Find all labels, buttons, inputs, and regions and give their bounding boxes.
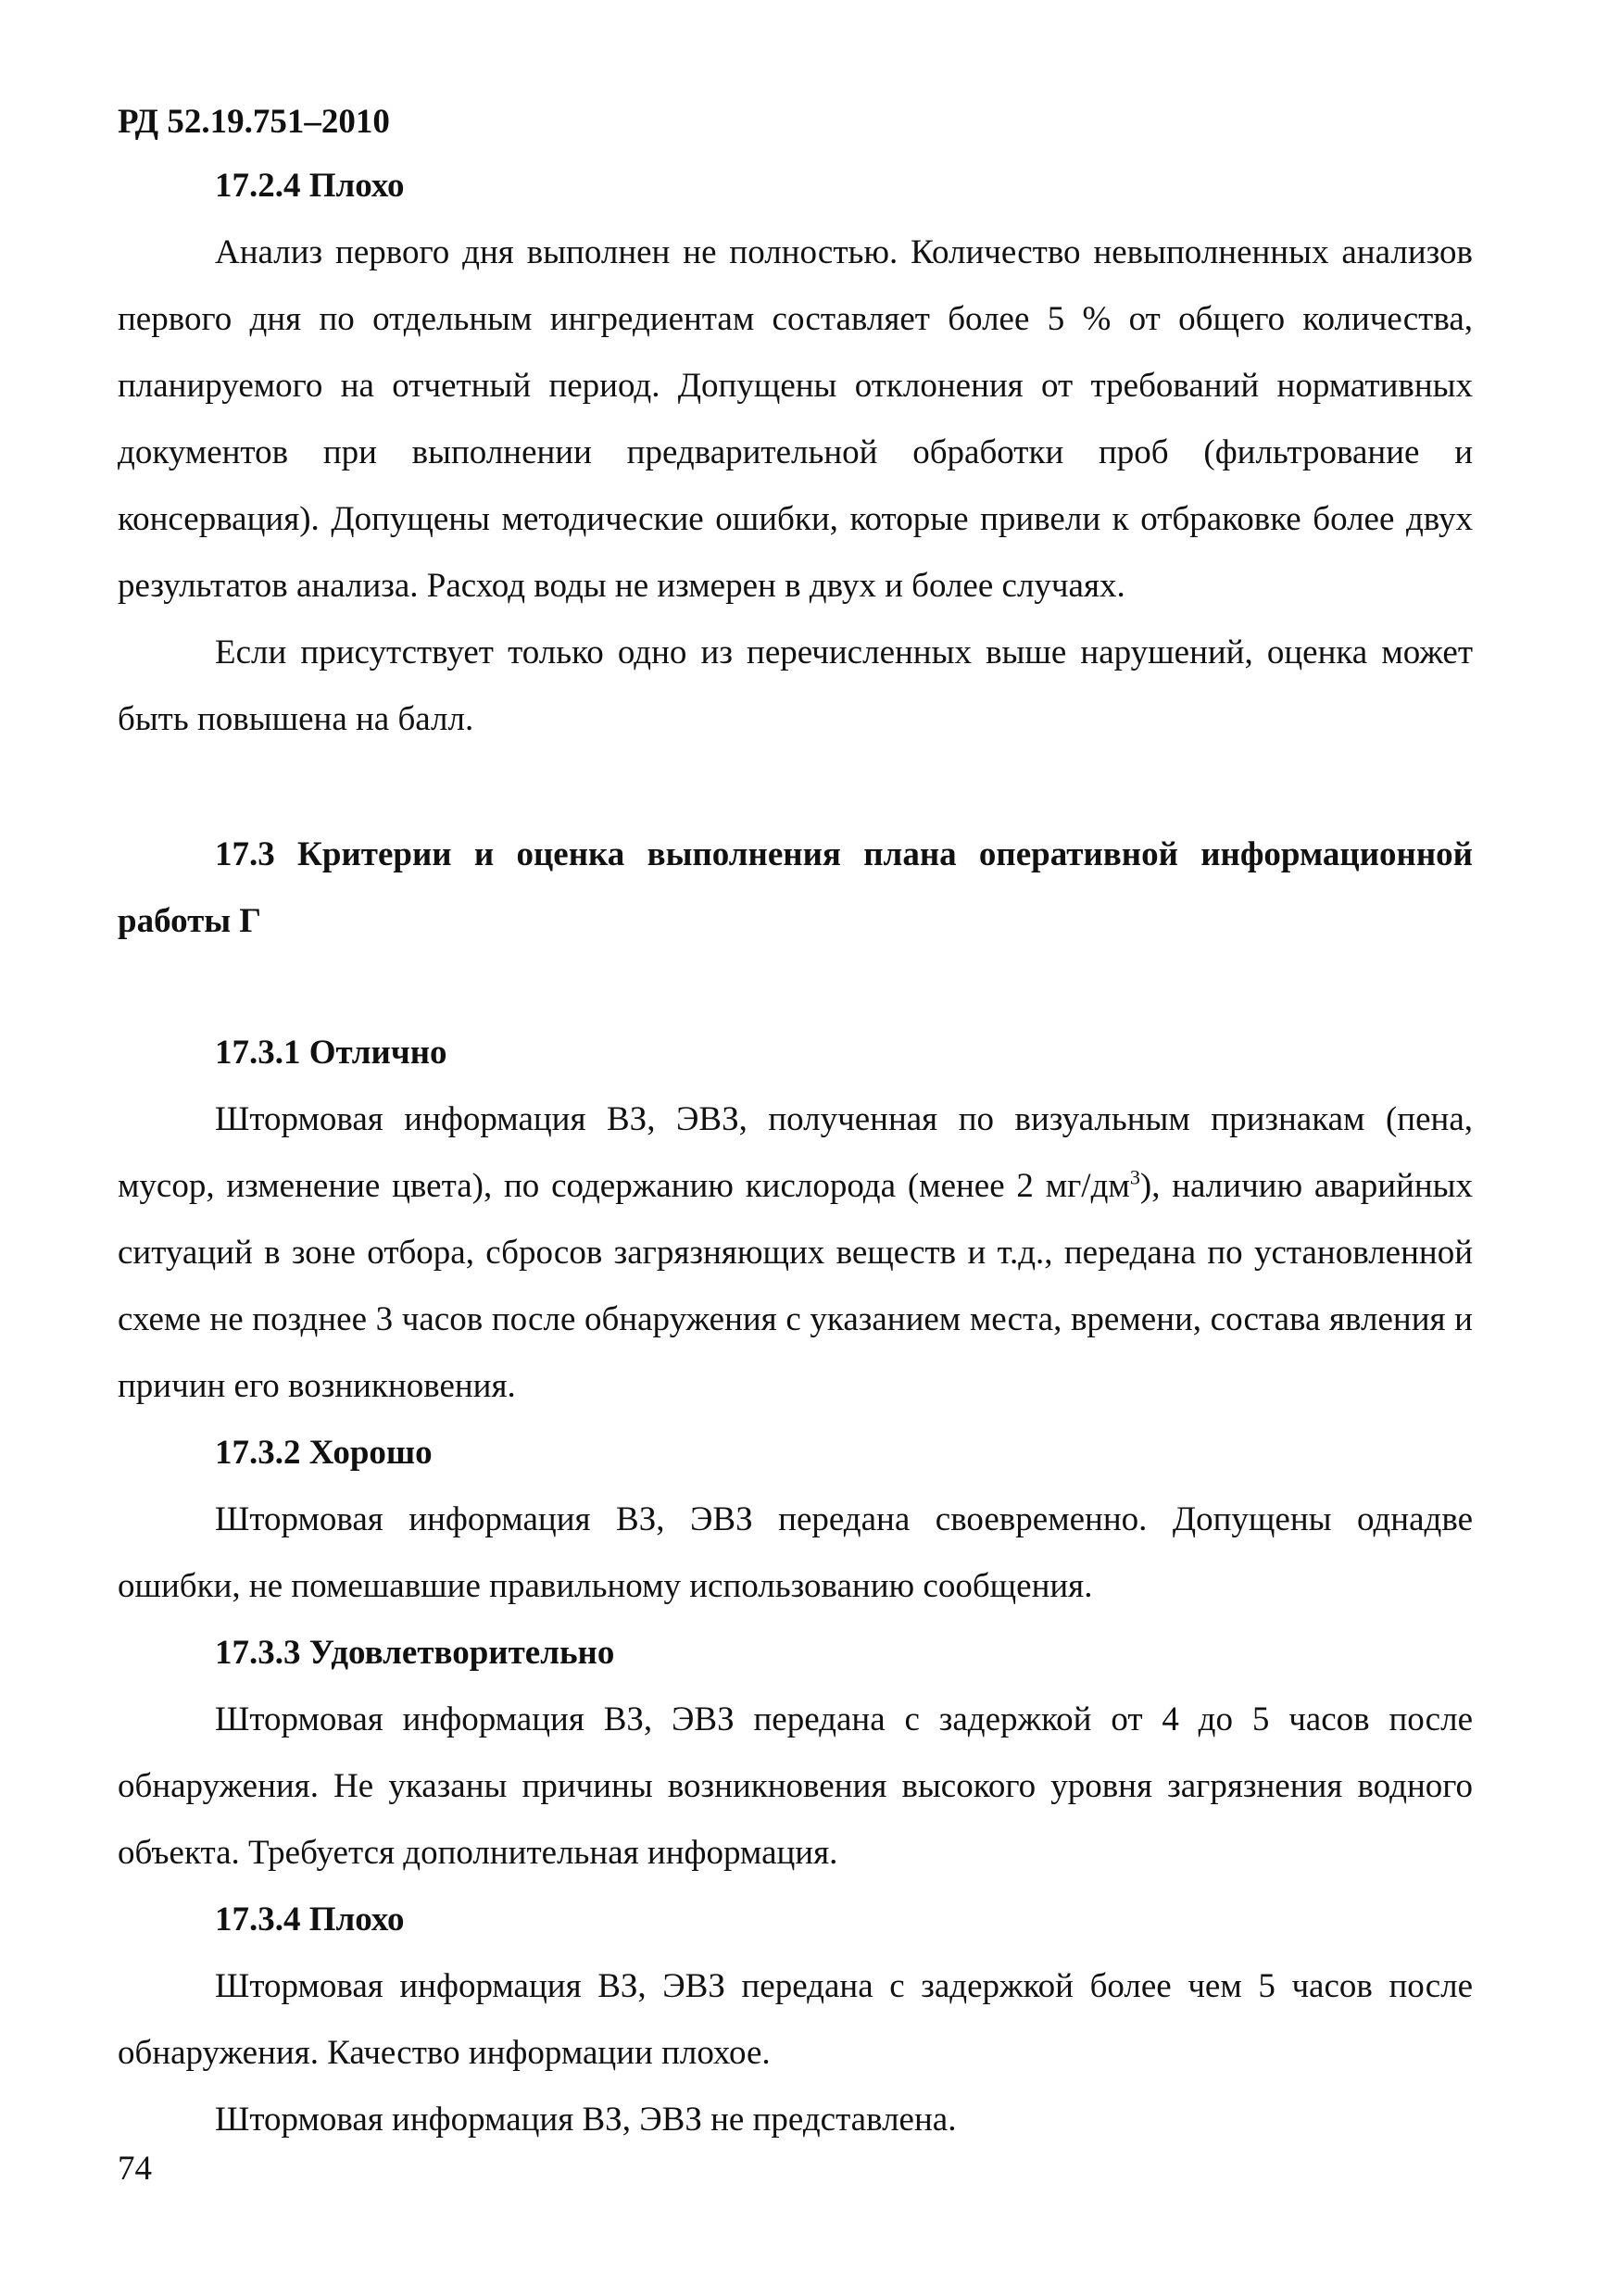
paragraph-17-3-4-2: Штормовая информация ВЗ, ЭВЗ не представлена. (215, 2101, 957, 2139)
paragraph-17-3-4-1: Штормовая информация ВЗ, ЭВЗ передана с задержкой более чем 5 часов после обнаружения. Качество информации плохое. (118, 1967, 1473, 2072)
page-number: 74 (118, 2150, 152, 2188)
paragraph-17-3-1-1 (118, 1086, 1473, 1420)
heading-17-3-2: 17.3.2 Хорошо (215, 1434, 433, 1472)
heading-17-2-4: 17.2.4 Плохо (215, 167, 405, 205)
paragraph-17-3-3-1: Штормовая информация ВЗ, ЭВЗ передана с задержкой от 4 до 5 часов после обнаружения. Не указаны причины возникновения высокого уровня загрязнения водного объекта. Требуется дополнительная информация. (118, 1700, 1473, 1872)
paragraph-17-3-1-text-a: Штормовая информация ВЗ, ЭВЗ, полученная по визуальным признакам (пена, мусор, изменение цвета), по содержанию кислорода (менее 2 мг/дм (118, 1100, 1473, 1205)
heading-17-3-3: 17.3.3 Удовлетворительно (215, 1634, 615, 1672)
paragraph-17-2-4-1: Анализ первого дня выполнен не полностью. Количество невыполненных анализов первого дня по отдельным ингредиентам составляет более 5 % от общего количества, планируемого на отчетный период. Допущены отклонения от требований нормативных документов при выполнении предварительной обработки проб (фильтрование и консервация). Допущены методические ошибки, которые привели к отбраковке более двух результатов анализа. Расход воды не измерен в двух и более случаях. (118, 233, 1473, 605)
paragraph-17-3-2-1: Штормовая информация ВЗ, ЭВЗ передана своевременно. Допущены однадве ошибки, не помешавшие правильному использованию сообщения. (118, 1500, 1473, 1605)
section-title-17-3: 17.3 Критерии и оценка выполнения плана оперативной информационной работы Г (118, 835, 1473, 940)
document-code-header: РД 52.19.751–2010 (118, 103, 390, 141)
heading-17-3-4: 17.3.4 Плохо (215, 1901, 405, 1938)
page-content (118, 153, 1473, 2153)
superscript-3: 3 (1129, 1165, 1140, 1189)
heading-17-3-1: 17.3.1 Отлично (215, 1034, 447, 1072)
paragraph-17-3-1-text-b: ), наличию аварийных ситуаций в зоне отбора, сбросов загрязняющих веществ и т.д., передана по установленной схеме не позднее 3 часов после обнаружения с указанием места, времени, состава явления и причин его возникновения. (118, 1167, 1473, 1405)
paragraph-17-2-4-2: Если присутствует только одно из перечисленных выше нарушений, оценка может быть повышена на балл. (118, 634, 1473, 738)
